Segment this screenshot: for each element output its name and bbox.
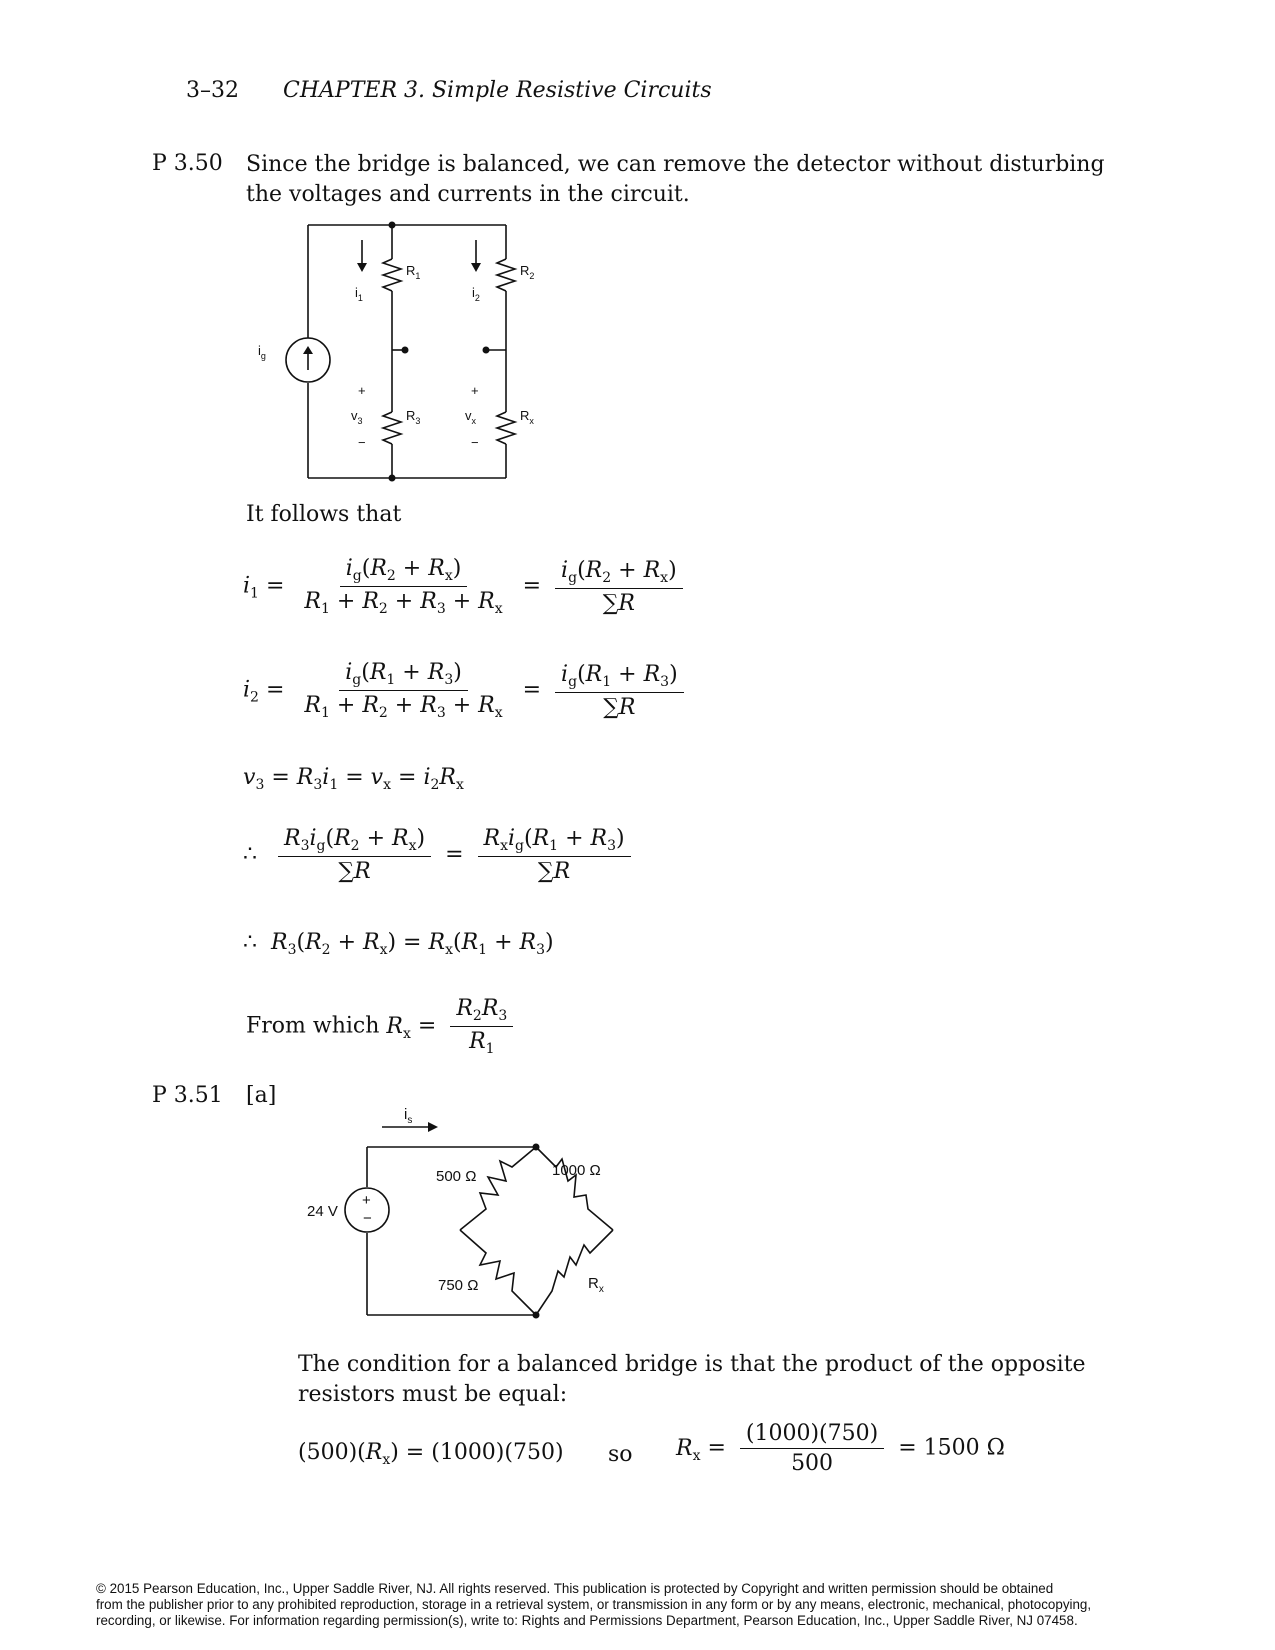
svg-text:+: + bbox=[358, 383, 366, 398]
svg-text:−: − bbox=[363, 1210, 372, 1227]
node-dot bbox=[389, 222, 396, 229]
problem-label-3-51: P 3.51 bbox=[152, 1083, 223, 1108]
part-label-a: [a] bbox=[246, 1083, 277, 1108]
copyright-footer bbox=[96, 1581, 1206, 1629]
svg-text:−: − bbox=[471, 435, 479, 450]
r1-resistor bbox=[383, 259, 401, 291]
problem-label-3-50: P 3.50 bbox=[152, 151, 223, 176]
rx-resistor bbox=[497, 412, 515, 444]
node-dot bbox=[533, 1144, 540, 1151]
equation-i2: $i_2$ = $\frac{i_g(R_1 + R_3)}{R_1 + R_2 + R_3 + R_x}$ = $\frac{i_g(R_1 + R_3)}{\sum R}$ bbox=[243, 660, 684, 721]
chapter-title: CHAPTER 3. Simple Resistive Circuits bbox=[283, 78, 712, 103]
arrow-down-icon bbox=[357, 263, 367, 272]
svg-text:+: + bbox=[471, 383, 479, 398]
svg-text:ig: $i_g$ bbox=[258, 343, 266, 361]
p350-intro-line2: the voltages and currents in the circuit. bbox=[246, 182, 690, 207]
r750-label: 750 Ω bbox=[438, 1277, 479, 1294]
node-dot bbox=[533, 1312, 540, 1319]
p350-intro-line1: Since the bridge is balanced, we can remove the detector without disturbing bbox=[246, 152, 1105, 177]
r500-label: 500 Ω bbox=[436, 1168, 477, 1185]
r2-resistor bbox=[497, 259, 515, 291]
rx-resistor-2 bbox=[536, 1230, 613, 1315]
svg-text:+: + bbox=[362, 1192, 371, 1209]
r750-resistor bbox=[460, 1230, 536, 1315]
r500-resistor bbox=[460, 1147, 536, 1230]
follows-text: It follows that bbox=[246, 502, 402, 527]
rx-denominator: 500 bbox=[791, 1451, 834, 1476]
svg-text:i2: $i_2$ bbox=[472, 285, 480, 303]
condition-line1: The condition for a balanced bridge is that the product of the opposite bbox=[298, 1352, 1086, 1377]
source-label: 24 V bbox=[307, 1203, 338, 1220]
page-number: 3–32 bbox=[186, 78, 239, 103]
svg-text:is: $i_s$ bbox=[404, 1106, 413, 1126]
arrow-right-icon bbox=[428, 1122, 438, 1132]
from-which-text: From which bbox=[246, 1013, 380, 1039]
r1000-resistor bbox=[536, 1147, 613, 1230]
footer-line2: from the publisher prior to any prohibited reproduction, storage in a retrieval system, or transmission in any form or by any means, electronic, mechanical, photocopying, bbox=[96, 1597, 1092, 1612]
svg-text:R1: $R_1$ bbox=[406, 263, 421, 281]
svg-text:R3: $R_3$ bbox=[406, 408, 421, 426]
svg-text:−: − bbox=[358, 435, 366, 450]
r1000-label: 1000 Ω bbox=[552, 1162, 601, 1179]
node-dot bbox=[389, 475, 396, 482]
equation-rx-result: From which $R_x$ = $\frac{R_2R_3}{R_1}$ bbox=[246, 996, 513, 1057]
footer-line3: recording, or likewise. For information regarding permission(s), write to: Rights and Permissions Department, Pearson Education, Inc., Upper Saddle River, NJ 07458. bbox=[96, 1613, 1078, 1628]
equation-therefore-2: ∴ $R_3(R_2 + R_x) = R_x(R_1 + R_3)$ bbox=[243, 930, 554, 958]
equation-balanced-product: $(500)(R_x) = (1000)(750)$ bbox=[298, 1440, 564, 1468]
svg-text:v3: $v_3$ bbox=[351, 408, 363, 426]
condition-line2: resistors must be equal: bbox=[298, 1382, 568, 1407]
svg-text:i1: $i_1$ bbox=[355, 285, 363, 303]
node-dot bbox=[483, 347, 490, 354]
diamond-bridge-circuit-diagram bbox=[300, 1106, 640, 1330]
bridge-circuit-diagram bbox=[240, 215, 580, 495]
svg-text:Rx: $R_x$ bbox=[588, 1275, 604, 1295]
svg-text:R2: $R_2$ bbox=[520, 263, 535, 281]
node-dot bbox=[402, 347, 409, 354]
equation-therefore-1: ∴ $\frac{R_3i_g(R_2 + R_x)}{\sum R}$ = $\frac{R_xi_g(R_1 + R_3)}{\sum R}$ bbox=[243, 826, 631, 884]
so-text: so bbox=[608, 1442, 633, 1467]
footer-line1: © 2015 Pearson Education, Inc., Upper Saddle River, NJ. All rights reserved. This publication is protected by Copyright and written permission should be obtained bbox=[96, 1581, 1054, 1596]
svg-text:vx: $v_x$ bbox=[465, 408, 476, 426]
r3-resistor bbox=[383, 412, 401, 444]
arrow-down-icon bbox=[471, 263, 481, 272]
equation-rx-value: $R_x$ = $\frac{(1000)(750)}{500}$ = 1500 Ω bbox=[676, 1421, 1005, 1476]
equation-i1: $i_1$ = $\frac{i_g(R_2 + R_x)}{R_1 + R_2 + R_3 + R_x}$ = $\frac{i_g(R_2 + R_x)}{\sum R}$ bbox=[243, 556, 683, 617]
equation-v3: $v_3 = R_3i_1 = v_x = i_2R_x$ bbox=[243, 765, 464, 793]
rx-result: = 1500 Ω bbox=[898, 1435, 1005, 1461]
rx-numerator: (1000)(750) bbox=[740, 1421, 884, 1449]
svg-text:Rx: $R_x$ bbox=[520, 408, 534, 426]
